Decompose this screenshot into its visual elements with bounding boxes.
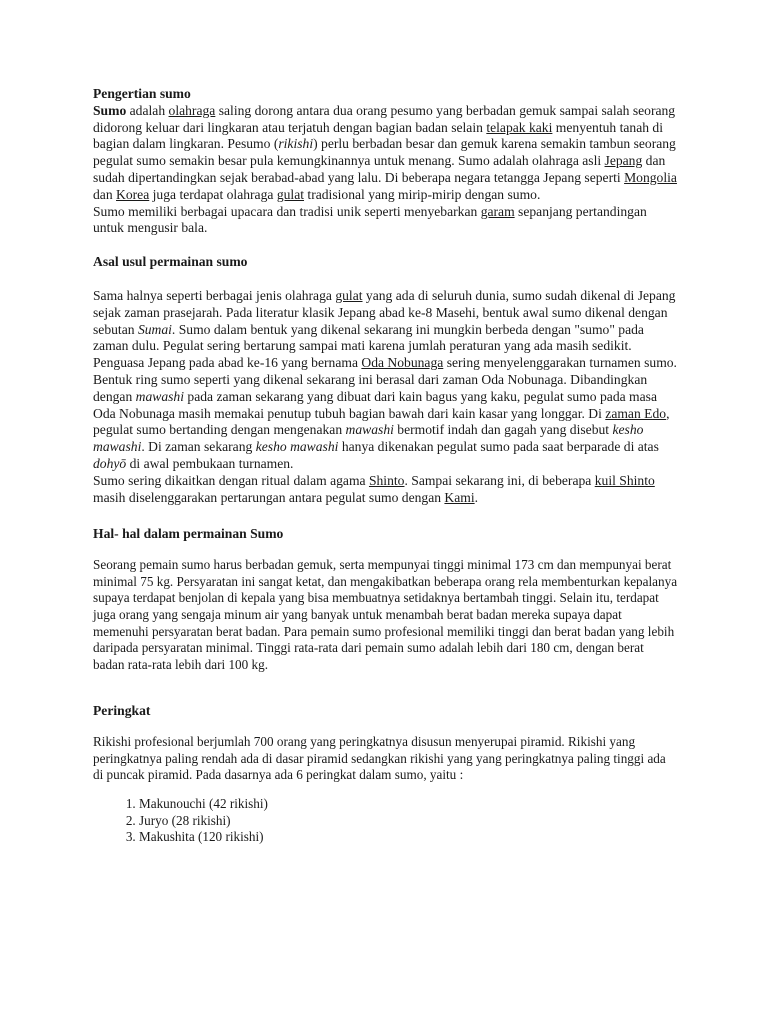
list-item: 2. Juryo (28 rikishi)	[139, 813, 678, 830]
italic-term: rikishi	[278, 136, 314, 152]
text: . Sampai sekarang ini, di beberapa	[404, 472, 595, 488]
text: dan sudah dipertandingkan sejak berabad-abad yang lalu. Di beberapa negara tetangga Jepang seperti	[93, 153, 666, 185]
bold-term: Sumo	[93, 102, 127, 118]
paragraph	[93, 355, 678, 473]
link-olahraga[interactable]: olahraga	[168, 102, 216, 118]
list-item: 3. Makushita (120 rikishi)	[139, 829, 678, 846]
text: hanya dikenakan pegulat sumo pada saat berparade di atas	[338, 439, 659, 455]
paragraph	[93, 103, 678, 204]
link-telapak-kaki[interactable]: telapak kaki	[486, 119, 553, 135]
text: Penguasa Jepang pada abad ke-16 yang bernama	[93, 355, 362, 371]
text: . Sumo dalam bentuk yang dikenal sekarang ini mungkin berbeda dengan "sumo" pada zaman dulu. Pegulat sering bertarung sampai mati karena jumlah peraturan yang ada masih sedikit.	[93, 321, 644, 354]
section-heading: Asal usul permainan sumo	[93, 254, 248, 270]
link-zaman-edo[interactable]: zaman Edo	[605, 405, 667, 421]
paragraph: Rikishi profesional berjumlah 700 orang yang peringkatnya disusun menyerupai piramid. Rikishi yang peringkatnya paling rendah ada di dasar piramid sedangkan rikishi yang yang peringkatnya paling tinggi ada di puncak piramid. Pada dasarnya ada 6 peringkat dalam sumo, yaitu :	[93, 734, 666, 783]
italic-term: dohyō	[93, 455, 127, 471]
text: juga terdapat olahraga	[149, 186, 277, 202]
text: sepanjang pertandingan untuk mengusir bala.	[93, 203, 647, 236]
text: Sumo sering dikaitkan dengan ritual dalam agama	[93, 472, 369, 488]
paragraph	[93, 288, 678, 355]
link-oda-nobunaga[interactable]: Oda Nobunaga	[361, 355, 444, 371]
link-gulat[interactable]: gulat	[335, 287, 363, 303]
paragraph	[93, 473, 678, 507]
link-kuil-shinto[interactable]: kuil Shinto	[594, 472, 655, 488]
italic-term: mawashi	[135, 388, 184, 404]
italic-term: mawashi	[345, 422, 394, 438]
text: saling dorong antara dua orang pesumo yang berbadan gemuk sampai salah seorang didorong keluar dari lingkaran atau terjatuh dengan bagian badan selain	[93, 102, 676, 135]
text: di awal pembukaan turnamen.	[126, 455, 294, 471]
text: tradisional yang mirip-mirip dengan sumo.	[304, 186, 541, 202]
text: Sama halnya seperti berbagai jenis olahraga	[93, 287, 336, 303]
text: dan	[93, 186, 117, 202]
rank-list	[93, 796, 678, 846]
text: masih diselenggarakan pertarungan antara pegulat sumo dengan	[93, 489, 445, 505]
text: .	[474, 489, 479, 505]
section-hal-hal	[93, 526, 678, 673]
section-heading: Hal- hal dalam permainan Sumo	[93, 526, 284, 542]
text: pada zaman sekarang yang dibuat dari kain bagus yang kaku, pegulat sumo pada masa Oda Nobunaga masih memakai penutup tubuh bagian bawah dari kain kasar yang longgar. Di	[93, 388, 657, 421]
italic-term: Sumai	[137, 321, 172, 337]
text: adalah	[126, 102, 169, 118]
section-peringkat	[93, 703, 678, 846]
text: menyentuh tanah di bagian dalam lingkaran. Pesumo (	[93, 119, 663, 152]
text: yang ada di seluruh dunia, sumo sudah dikenal di Jepang sejak zaman prasejarah. Pada literatur klasik Jepang abad ke-8 Masehi, bentuk awal sumo dikenal dengan sebutan	[93, 287, 676, 337]
text: . Di zaman sekarang	[141, 439, 256, 455]
link-mongolia[interactable]: Mongolia	[624, 169, 677, 185]
link-jepang[interactable]: Jepang	[604, 153, 643, 169]
paragraph: Seorang pemain sumo harus berbadan gemuk, serta mempunyai tinggi minimal 173 cm dan mempunyai berat minimal 75 kg. Persyaratan ini sangat ketat, dan mengakibatkan beberapa orang rela membenturkan kepalanya supaya terdapat benjolan di kepala yang bisa membuatnya setidaknya bertambah tinggi. Selain itu, terdapat juga orang yang sengaja minum air yang banyak untuk menambah berat badan mereka supaya dapat memenuhi persyaratan berat badan. Para pemain sumo profesional memiliki tinggi dan berat badan yang lebih daripada persyaratan minimal. Tinggi rata-rata dari pemain sumo adalah lebih dari 180 cm, dengan berat badan rata-rata lebih dari 100 kg.	[93, 557, 678, 672]
paragraph	[93, 204, 678, 238]
section-pengertian-sumo	[93, 86, 678, 237]
section-heading: Peringkat	[93, 703, 151, 719]
link-shinto[interactable]: Shinto	[368, 472, 405, 488]
section-heading: Pengertian sumo	[93, 86, 191, 101]
text: ) perlu berbadan besar dan gemuk karena semakin tambun seorang pegulat sumo semakin besar pula kemungkinannya untuk menang. Sumo adalah olahraga asli	[93, 136, 676, 169]
text: Sumo memiliki berbagai upacara dan tradisi unik seperti menyebarkan	[93, 203, 481, 219]
list-item: 1. Makunouchi (42 rikishi)	[139, 796, 678, 813]
italic-term: kesho mawashi	[93, 422, 644, 455]
section-asal-usul	[93, 254, 678, 506]
link-kami[interactable]: Kami	[444, 489, 475, 505]
text: bermotif indah dan gagah yang disebut	[393, 422, 613, 438]
link-garam[interactable]: garam	[480, 203, 515, 219]
text: , pegulat sumo bertanding dengan mengenakan	[93, 405, 670, 438]
link-korea[interactable]: Korea	[116, 186, 150, 202]
italic-term: kesho mawashi	[255, 439, 339, 455]
link-gulat[interactable]: gulat	[276, 186, 305, 202]
text: sering menyelenggarakan turnamen sumo. Bentuk ring sumo seperti yang dikenal sekarang ini berasal dari zaman Oda Nobunaga. Dibandingkan dengan	[93, 355, 677, 404]
